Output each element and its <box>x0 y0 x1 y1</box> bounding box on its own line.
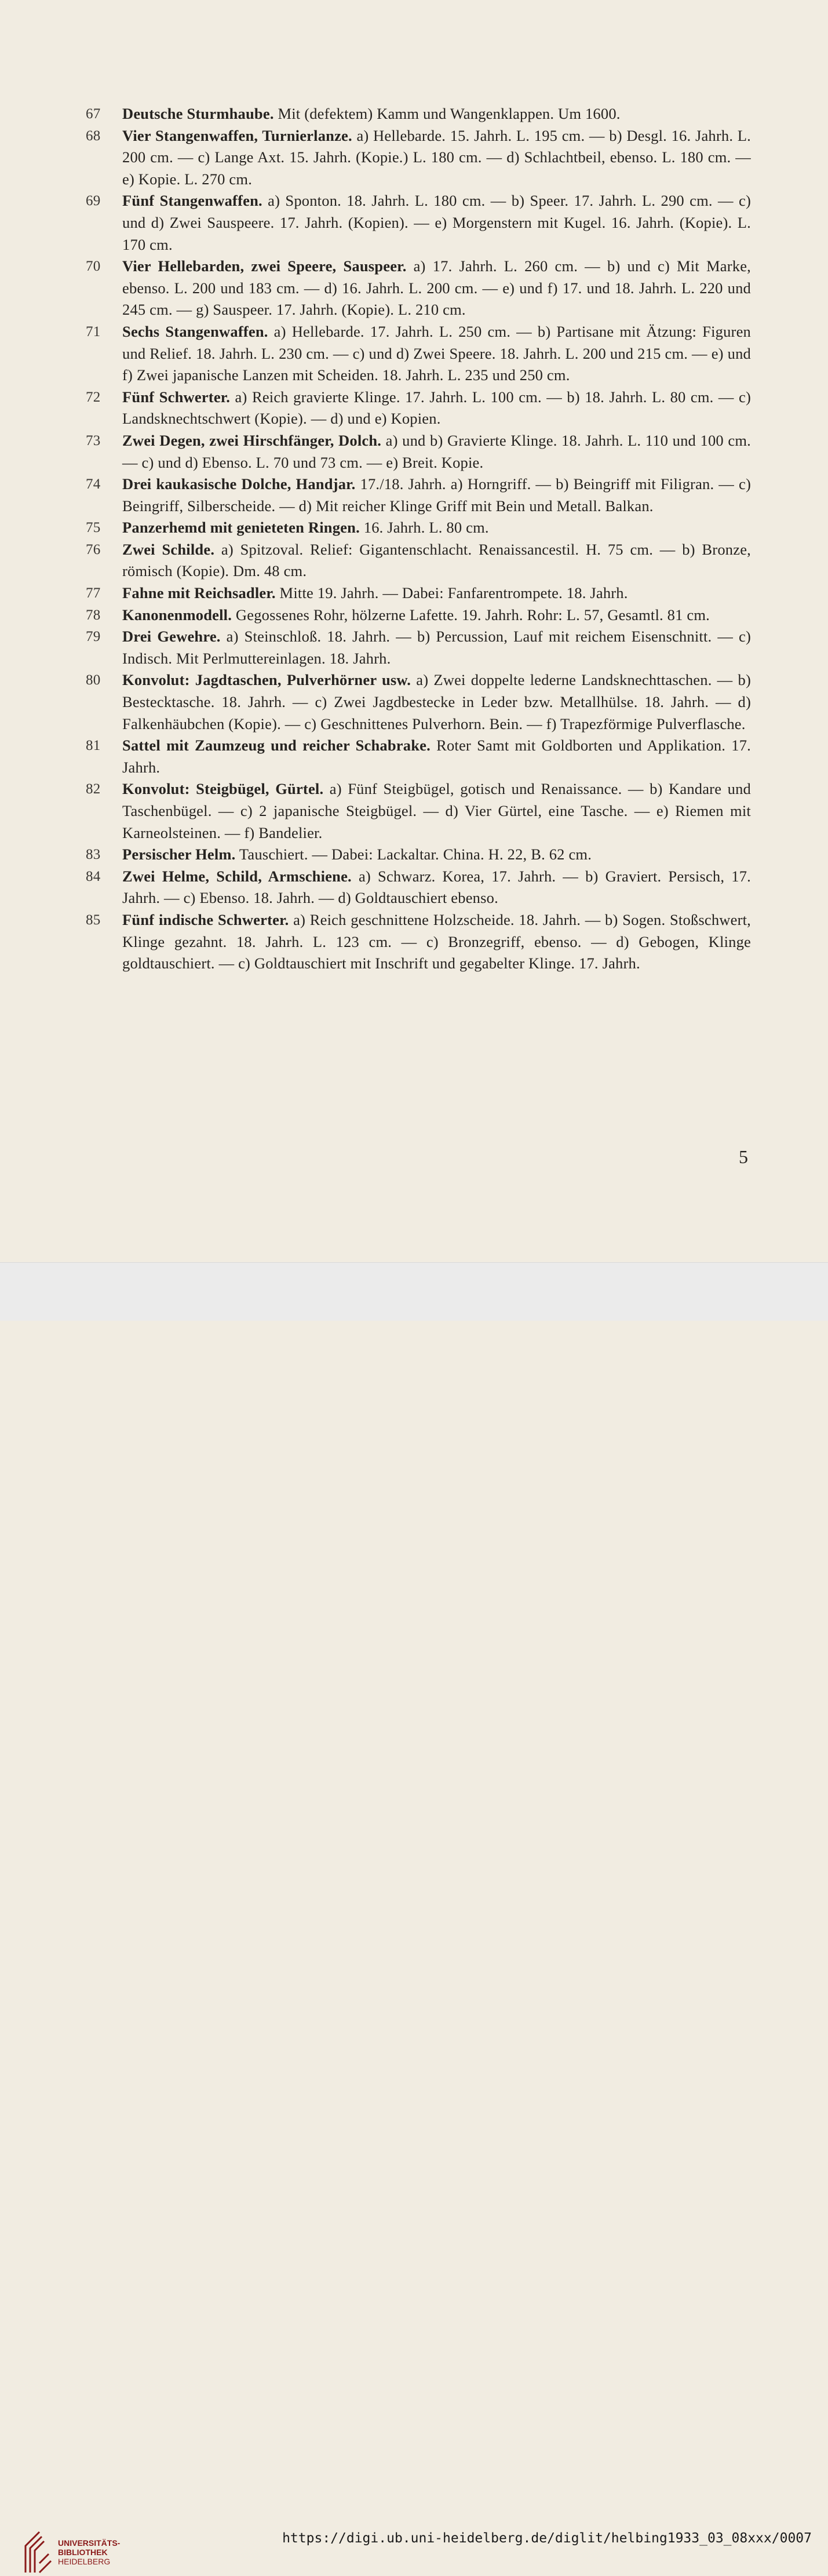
catalog-entry <box>86 430 751 473</box>
entry-title: Fünf indische Schwerter. <box>122 910 289 928</box>
entry-number: 82 <box>86 781 101 797</box>
entry-number: 78 <box>86 607 101 623</box>
document-page <box>0 0 828 1262</box>
entry-title: Zwei Degen, zwei Hirschfänger, Dolch. <box>122 431 382 449</box>
entry-number: 72 <box>86 389 101 405</box>
entry-description: a) und b) Gravierte Klinge. 18. Jahrh. L. 110 und 100 cm. — c) und d) Ebenso. L. 70 und 73 cm. — e) Breit. Kopie. <box>122 431 751 471</box>
entry-number: 69 <box>86 193 101 209</box>
entry-description: 16. Jahrh. L. 80 cm. <box>359 519 489 537</box>
catalog-entry <box>86 582 751 604</box>
entry-description: Mitte 19. Jahrh. — Dabei: Fanfarentrompete. 18. Jahrh. <box>275 584 628 602</box>
catalog-entry <box>86 517 751 539</box>
entry-description: a) Spitzoval. Relief: Gigantenschlacht. Renaissancestil. H. 75 cm. — b) Bronze, römisch (Kopie). Dm. 48 cm. <box>122 540 751 580</box>
permalink-url[interactable]: https://digi.ub.uni-heidelberg.de/diglit/helbing1933_03_08xxx/0007 <box>282 2531 812 2546</box>
library-name-line: HEIDELBERG <box>58 2557 111 2566</box>
entry-number: 70 <box>86 258 101 275</box>
entry-title: Drei Gewehre. <box>122 628 221 646</box>
entry-number: 83 <box>86 847 101 863</box>
catalog-entry <box>86 626 751 669</box>
entry-title: Fünf Stangenwaffen. <box>122 192 262 210</box>
entry-number: 74 <box>86 476 101 493</box>
catalog-entry <box>86 735 751 778</box>
entry-description: a) Hellebarde. 15. Jahrh. L. 195 cm. — b) Desgl. 16. Jahrh. L. 200 cm. — c) Lange Axt. 15. Jahrh. (Kopie.) L. 180 cm. — d) Schlachtbeil, ebenso. L. 180 cm. — e) Kopie. L. 270 cm. <box>122 126 751 188</box>
entry-title: Panzerhemd mit genieteten Ringen. <box>122 519 360 537</box>
library-name-line: UNIVERSITÄTS- <box>58 2538 121 2548</box>
entry-title: Fahne mit Reichsadler. <box>122 584 276 602</box>
entry-title: Konvolut: Jagdtaschen, Pulverhörner usw. <box>122 671 411 689</box>
entry-description: a) Reich gravierte Klinge. 17. Jahrh. L. 100 cm. — b) 18. Jahrh. L. 80 cm. — c) Landsknechtschwert (Kopie). — d) und e) Kopien. <box>122 388 751 428</box>
entry-description: a) Schwarz. Korea, 17. Jahrh. — b) Graviert. Persisch, 17. Jahrh. — c) Ebenso. 18. Jahrh. — d) Goldtauschiert ebenso. <box>122 867 751 907</box>
catalog-entry <box>86 103 751 125</box>
entry-description: a) Reich geschnittene Holzscheide. 18. Jahrh. — b) Sogen. Stoßschwert, Klinge gezahnt. 18. Jahrh. L. 123 cm. — c) Bronzegriff, ebenso. — d) Gebogen, Klinge goldtauschiert. — c) Goldtauschiert mit Inschrift und gegabelter Klinge. 17. Jahrh. <box>122 910 751 972</box>
catalog-entry <box>86 539 751 582</box>
entry-number: 76 <box>86 541 101 558</box>
entry-number: 77 <box>86 585 101 602</box>
catalog-entry <box>86 321 751 387</box>
entry-description: Mit (defektem) Kamm und Wangenklappen. Um 1600. <box>273 105 621 122</box>
library-name <box>58 2538 120 2566</box>
entry-description: a) 17. Jahrh. L. 260 cm. — b) und c) Mit Marke, ebenso. L. 200 und 183 cm. — d) 16. Jahrh. L. 200 cm. — e) und f) 17. und 18. Jahrh. L. 220 und 245 cm. — g) Sauspeer. 17. Jahrh. (Kopie). L. 210 cm. <box>122 257 751 319</box>
entry-title: Zwei Schilde. <box>122 540 215 558</box>
page-number: 5 <box>739 1146 748 1167</box>
entry-description: a) Sponton. 18. Jahrh. L. 180 cm. — b) Speer. 17. Jahrh. L. 290 cm. — c) und d) Zwei Sauspeere. 17. Jahrh. (Kopien). — e) Morgenstern mit Kugel. 16. Jahrh. (Kopie). L. 170 cm. <box>122 192 751 253</box>
entry-number: 79 <box>86 629 101 645</box>
catalog-entry <box>86 844 751 866</box>
entry-number: 67 <box>86 106 101 122</box>
entry-number: 71 <box>86 323 101 340</box>
entry-title: Konvolut: Steigbügel, Gürtel. <box>122 780 324 798</box>
entry-description: a) Hellebarde. 17. Jahrh. L. 250 cm. — b) Partisane mit Ätzung: Figuren und Relief. 18. Jahrh. L. 230 cm. — c) und d) Zwei Speere. 18. Jahrh. L. 200 und 215 cm. — e) und f) Zwei japanische Lanzen mit Scheiden. 18. Jahrh. L. 235 und 250 cm. <box>122 322 751 384</box>
entry-title: Deutsche Sturmhaube. <box>122 105 274 122</box>
entry-number: 73 <box>86 432 101 449</box>
catalog-entry <box>86 473 751 517</box>
catalog-entry <box>86 387 751 430</box>
entry-description: a) Steinschloß. 18. Jahrh. — b) Percussion, Lauf mit reichem Eisenschnitt. — c) Indisch. Mit Perlmuttereinlagen. 18. Jahrh. <box>122 628 752 667</box>
entry-number: 85 <box>86 912 101 928</box>
entry-title: Sattel mit Zaumzeug und reicher Schabrake. <box>122 737 431 755</box>
catalog-entry <box>86 604 751 626</box>
entry-number: 81 <box>86 738 101 754</box>
entry-title: Vier Hellebarden, zwei Speere, Sauspeer. <box>122 257 407 275</box>
catalog-entry <box>86 190 751 256</box>
catalog-entry <box>86 866 751 909</box>
catalog-entry <box>86 125 751 191</box>
catalog-entry <box>86 909 751 975</box>
entry-title: Kanonenmodell. <box>122 606 232 624</box>
viewer-footer <box>0 1262 828 2566</box>
library-name-line: BIBLIOTHEK <box>58 2548 108 2557</box>
entry-number: 68 <box>86 127 101 144</box>
entry-description: Tauschiert. — Dabei: Lackaltar. China. H. 22, B. 62 cm. <box>235 846 592 863</box>
catalog-entry <box>86 256 751 321</box>
entry-number: 80 <box>86 672 101 688</box>
entry-title: Sechs Stangenwaffen. <box>122 322 268 340</box>
library-logo-icon <box>22 2528 53 2576</box>
entry-number: 75 <box>86 520 101 536</box>
catalog-entries <box>86 103 751 975</box>
entry-title: Zwei Helme, Schild, Armschiene. <box>122 867 352 885</box>
entry-title: Vier Stangenwaffen, Turnierlanze. <box>122 126 352 144</box>
entry-description: a) Zwei doppelte lederne Landsknechttaschen. — b) Bestecktasche. 18. Jahrh. — c) Zwei Jagdbestecke in Leder bzw. Metallhülse. 18. Jahrh. — d) Falkenhäubchen (Kopie). — c) Geschnittenes Pulverhorn. Bein. — f) Trapezförmige Pulverflasche. <box>122 671 751 733</box>
entry-description: a) Fünf Steigbügel, gotisch und Renaissance. — b) Kandare und Taschenbügel. — c) 2 japanische Steigbügel. — d) Vier Gürtel, eine Tasche. — e) Riemen mit Karneolsteinen. — f) Bandelier. <box>122 780 751 841</box>
entry-description: 17./18. Jahrh. a) Horngriff. — b) Beingriff mit Filigran. — c) Beingriff, Silberscheide. — d) Mit reicher Klinge Griff mit Bein und Metall. Balkan. <box>122 475 751 515</box>
entry-title: Fünf Schwerter. <box>122 388 231 406</box>
catalog-entry <box>86 778 751 844</box>
entry-title: Drei kaukasische Dolche, Handjar. <box>122 475 356 493</box>
entry-number: 84 <box>86 868 101 884</box>
entry-description: Gegossenes Rohr, hölzerne Lafette. 19. Jahrh. Rohr: L. 57, Gesamtl. 81 cm. <box>232 606 710 624</box>
catalog-entry <box>86 669 751 735</box>
entry-title: Persischer Helm. <box>122 846 236 863</box>
entry-description: Roter Samt mit Goldborten und Applikation. 17. Jahrh. <box>122 737 751 776</box>
